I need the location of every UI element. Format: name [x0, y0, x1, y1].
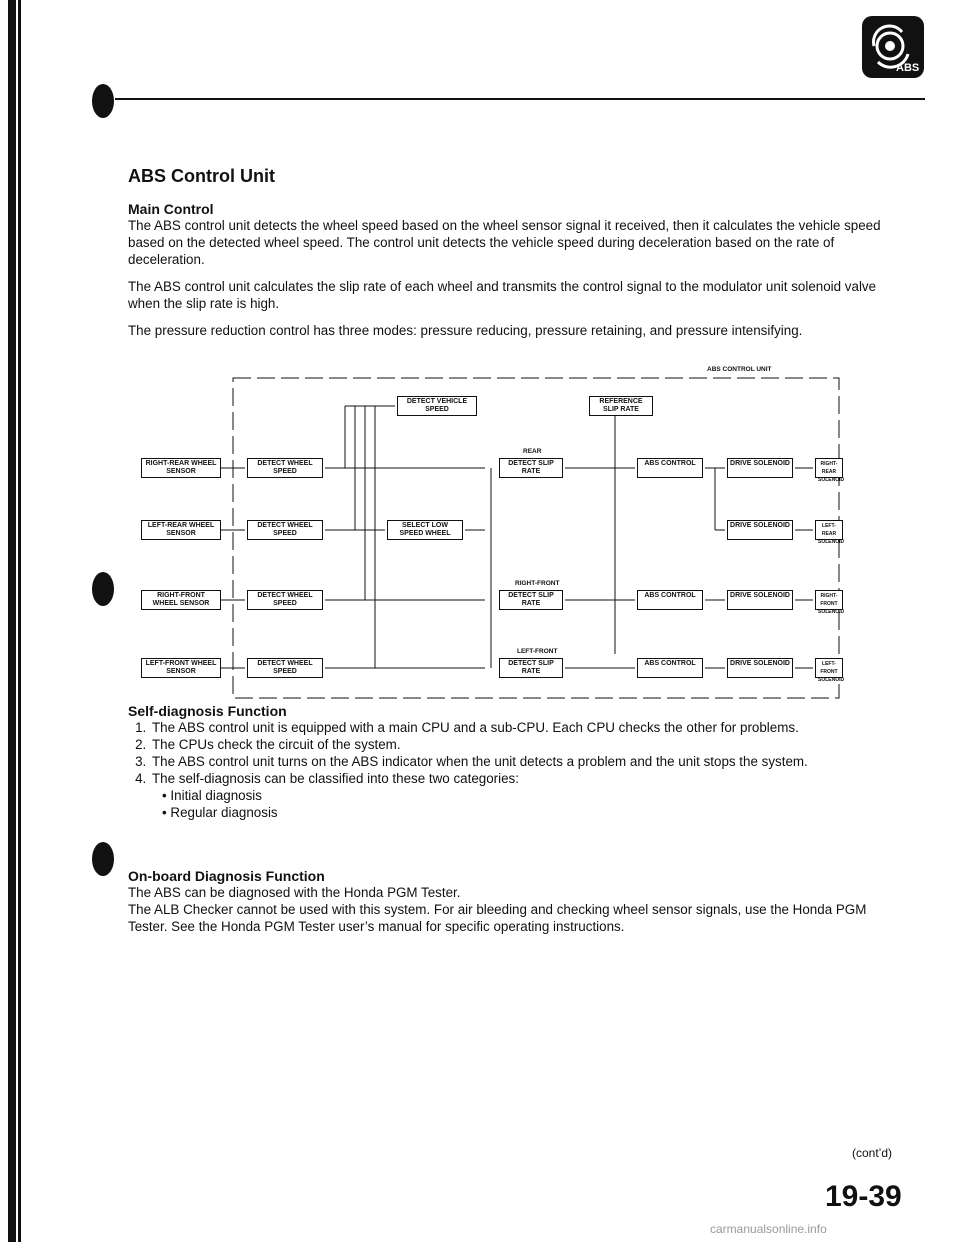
continued-label: (cont’d) [852, 1146, 893, 1160]
onboard-p1: The ABS can be diagnosed with the Honda PGM Tester. [128, 885, 461, 900]
group-label-right-front: RIGHT-FRONT [515, 580, 560, 587]
binder-edge [0, 0, 30, 1242]
diagnosis-category-list [152, 787, 898, 821]
self-diagnosis-heading: Self-diagnosis Function [128, 703, 287, 719]
detect-wheel-speed-box: DETECT WHEEL SPEED [247, 458, 323, 478]
list-item: 3. The ABS control unit turns on the ABS indicator when the unit detects a problem and the unit stops the system. [150, 753, 898, 770]
drive-solenoid-box: DRIVE SOLENOID [727, 590, 793, 610]
detect-wheel-speed-box: DETECT WHEEL SPEED [247, 590, 323, 610]
solenoid-left-front-box: LEFT-FRONT SOLENOID [815, 658, 843, 678]
main-control-p3: The pressure reduction control has three modes: pressure reducing, pressure retaining, and pressure intensifying. [128, 323, 803, 338]
page-title: ABS Control Unit [128, 166, 275, 186]
solenoid-left-rear-box: LEFT-REAR SOLENOID [815, 520, 843, 540]
binder-strip [0, 0, 30, 1242]
drive-solenoid-box: DRIVE SOLENOID [727, 458, 793, 478]
abs-logo-text: ABS [896, 62, 920, 74]
punch-hole [92, 84, 114, 118]
detect-wheel-speed-box: DETECT WHEEL SPEED [247, 658, 323, 678]
list-item [150, 770, 898, 821]
self-diagnosis-section [128, 703, 898, 821]
page-number: 19-39 [825, 1180, 902, 1213]
punch-hole [92, 572, 114, 606]
onboard-p2: The ALB Checker cannot be used with this system. For air bleeding and checking wheel sensor signals, use the Honda PGM Tester. See the Honda PGM Tester user’s manual for specific operating instructions. [128, 902, 867, 934]
group-label-rear: REAR [523, 448, 542, 455]
list-item: 2. The CPUs check the circuit of the system. [150, 736, 898, 753]
detect-slip-rate-box: DETECT SLIP RATE [499, 590, 563, 610]
sensor-left-front-box: LEFT-FRONT WHEEL SENSOR [141, 658, 221, 678]
select-low-speed-wheel-box: SELECT LOW SPEED WHEEL [387, 520, 463, 540]
detect-slip-rate-box: DETECT SLIP RATE [499, 658, 563, 678]
reference-slip-rate-box: REFERENCE SLIP RATE [589, 396, 653, 416]
footer-watermark: carmanualsonline.info [710, 1222, 827, 1236]
main-control-p1: The ABS control unit detects the wheel speed based on the wheel sensor signal it received, then it calculates the vehicle speed based on the detected wheel speed. The control unit detects the vehicle speed during deceleration based on the rate of deceleration. [128, 218, 881, 267]
list-item-text: The self-diagnosis can be classified into these two categories: [152, 771, 519, 786]
abs-control-unit-label: ABS CONTROL UNIT [707, 366, 772, 373]
solenoid-right-rear-box: RIGHT-REAR SOLENOID [815, 458, 843, 478]
list-item: 1. The ABS control unit is equipped with a main CPU and a sub-CPU. Each CPU checks the other for problems. [150, 719, 898, 736]
abs-control-box: ABS CONTROL [637, 658, 703, 678]
detect-wheel-speed-box: DETECT WHEEL SPEED [247, 520, 323, 540]
main-control-section [128, 201, 898, 339]
onboard-diagnosis-section [128, 868, 898, 935]
abs-logo [862, 16, 924, 78]
abs-control-box: ABS CONTROL [637, 590, 703, 610]
sensor-right-rear-box: RIGHT-REAR WHEEL SENSOR [141, 458, 221, 478]
sensor-right-front-box: RIGHT-FRONT WHEEL SENSOR [141, 590, 221, 610]
detect-vehicle-speed-box: DETECT VEHICLE SPEED [397, 396, 477, 416]
bullet-item: • Initial diagnosis [160, 787, 898, 804]
bullet-item: • Regular diagnosis [160, 804, 898, 821]
abs-block-diagram [125, 364, 843, 702]
drive-solenoid-box: DRIVE SOLENOID [727, 520, 793, 540]
punch-hole [92, 842, 114, 876]
self-diagnosis-list [128, 719, 898, 821]
onboard-diagnosis-heading: On-board Diagnosis Function [128, 868, 325, 884]
main-control-heading: Main Control [128, 201, 214, 217]
abs-control-box: ABS CONTROL [637, 458, 703, 478]
main-control-p2: The ABS control unit calculates the slip rate of each wheel and transmits the control signal to the modulator unit solenoid valve when the slip rate is high. [128, 279, 877, 311]
group-label-left-front: LEFT-FRONT [517, 648, 558, 655]
header-rule [115, 98, 925, 100]
sensor-left-rear-box: LEFT-REAR WHEEL SENSOR [141, 520, 221, 540]
detect-slip-rate-box: DETECT SLIP RATE [499, 458, 563, 478]
drive-solenoid-box: DRIVE SOLENOID [727, 658, 793, 678]
solenoid-right-front-box: RIGHT-FRONT SOLENOID [815, 590, 843, 610]
